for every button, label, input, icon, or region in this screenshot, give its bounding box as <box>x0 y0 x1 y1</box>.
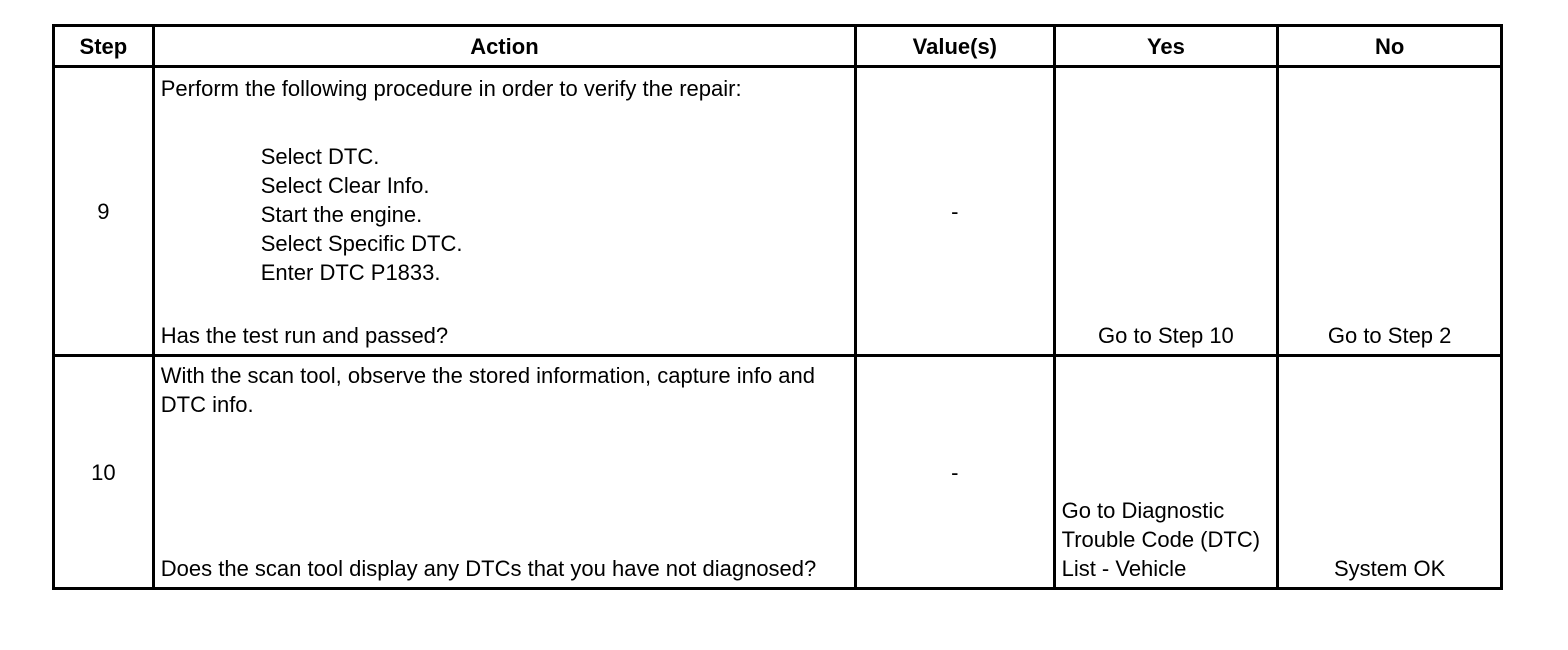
action-intro: With the scan tool, observe the stored information, capture info and DTC info. <box>160 363 816 417</box>
yes-result: Go to Step 10 <box>1098 323 1234 348</box>
no-result: Go to Step 2 <box>1327 323 1452 348</box>
yes-result: Go to Diagnostic Trouble Code (DTC) List - Vehicle <box>1061 498 1261 581</box>
yes-cell <box>1054 356 1278 589</box>
header-yes: Yes <box>1054 26 1278 67</box>
action-intro: Perform the following procedure in order to verify the repair: <box>160 76 742 101</box>
table-row-step-10 <box>54 356 1502 589</box>
value-cell: - <box>856 356 1055 589</box>
no-cell <box>1278 67 1502 356</box>
action-cell <box>153 356 855 589</box>
substep: Select DTC. <box>260 144 380 169</box>
step-number: 9 <box>54 67 154 356</box>
header-no: No <box>1278 26 1502 67</box>
table-row-step-9 <box>54 67 1502 356</box>
procedure-substeps <box>261 142 463 287</box>
header-values: Value(s) <box>856 26 1055 67</box>
diagnostic-table <box>52 24 1503 590</box>
value-cell: - <box>856 67 1055 356</box>
action-question: Does the scan tool display any DTCs that you have not diagnosed? <box>160 556 817 581</box>
action-cell <box>153 67 855 356</box>
step-number: 10 <box>54 356 154 589</box>
no-result: System OK <box>1334 556 1446 581</box>
substep: Start the engine. <box>260 202 423 227</box>
header-row <box>54 26 1502 67</box>
header-action: Action <box>153 26 855 67</box>
substep: Select Clear Info. <box>260 173 430 198</box>
no-cell <box>1278 356 1502 589</box>
header-step: Step <box>54 26 154 67</box>
yes-cell <box>1054 67 1278 356</box>
substep: Enter DTC P1833. <box>260 260 441 285</box>
action-question: Has the test run and passed? <box>160 323 449 348</box>
substep: Select Specific DTC. <box>260 231 463 256</box>
